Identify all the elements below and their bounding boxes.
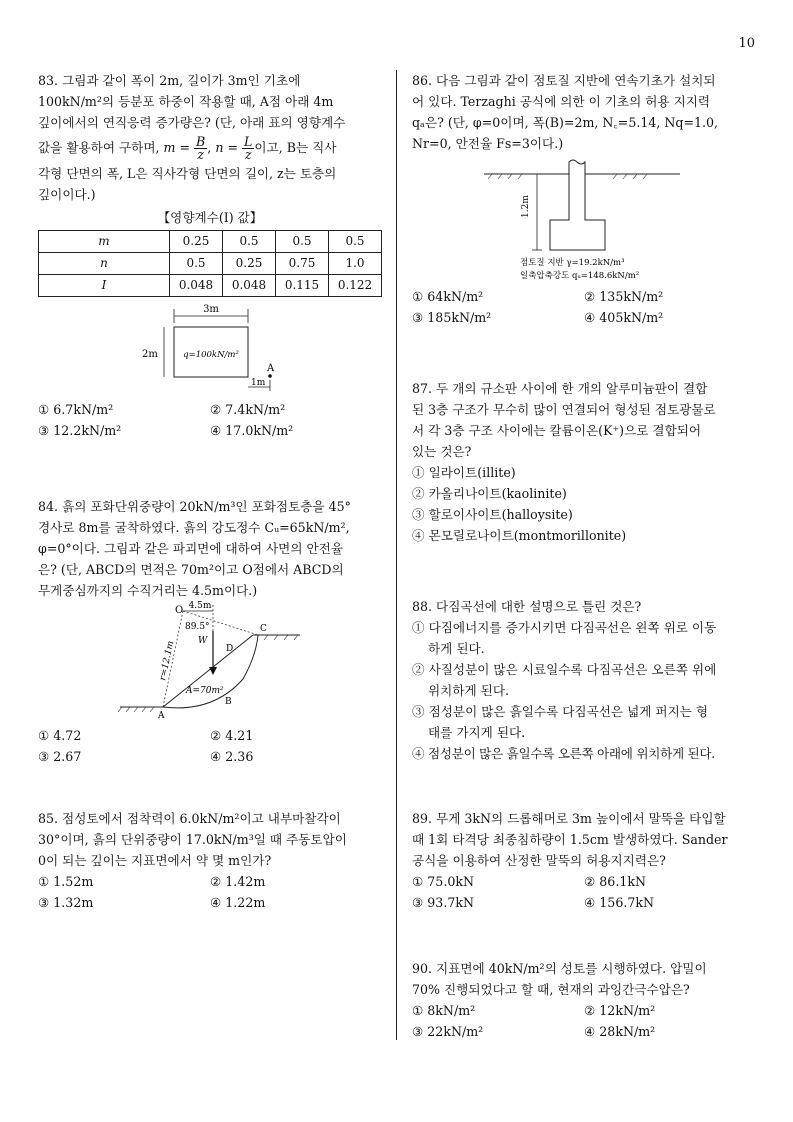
q85-text: 30°이며, 흙의 단위중량이 17.0kN/m³일 때 주동토압이 xyxy=(38,832,347,847)
question-90 xyxy=(412,958,756,1042)
width-label: 3m xyxy=(203,304,219,315)
q86-text: 86. 다음 그림과 같이 점토질 지반에 연속기초가 설치되 xyxy=(412,73,716,88)
table-row: I 0.048 0.048 0.115 0.122 xyxy=(39,275,382,297)
option-4[interactable]: ④ 점성분이 많은 흙일수록 오른쪽 아래에 위치하게 된다. xyxy=(412,746,715,761)
option-1[interactable]: ① 일라이트(illite) xyxy=(412,465,516,480)
option-4[interactable]: ④ 2.36 xyxy=(210,749,254,764)
q83-text: 깊이이다.) xyxy=(38,187,96,202)
q86-text: Nr=0, 안전율 Fs=3이다.) xyxy=(412,136,564,151)
option-3[interactable]: ③ 93.7kN xyxy=(412,895,474,910)
column-divider xyxy=(396,70,397,1040)
option-3[interactable]: ③ 22kN/m² xyxy=(412,1024,484,1039)
option-4[interactable]: ④ 28kN/m² xyxy=(584,1024,656,1039)
option-3[interactable]: ③ 점성분이 많은 흙일수록 다짐곡선은 넓게 퍼지는 형 xyxy=(412,704,709,719)
influence-table xyxy=(38,230,382,297)
q87-options xyxy=(412,462,756,546)
option-2[interactable]: ② 135kN/m² xyxy=(584,289,664,304)
option-3-cont[interactable]: 태를 가지게 된다. xyxy=(428,725,526,740)
question-87 xyxy=(412,378,756,546)
soil-property-2: 일축압축강도 qᵤ=148.6kN/m² xyxy=(520,271,640,281)
option-2[interactable]: ② 1.42m xyxy=(210,874,266,889)
question-83 xyxy=(38,70,382,441)
weight-label: W xyxy=(198,636,208,646)
option-4[interactable]: ④ 몬모릴로나이트(montmorillonite) xyxy=(412,528,627,543)
option-2[interactable]: ② 7.4kN/m² xyxy=(210,402,286,417)
question-86 xyxy=(412,70,756,328)
option-1[interactable]: ① 64kN/m² xyxy=(412,289,484,304)
q84-options xyxy=(38,725,382,767)
q83-text: 각형 단면의 폭, L은 직사각형 단면의 길이, z는 토층의 xyxy=(38,166,337,181)
option-4[interactable]: ④ 405kN/m² xyxy=(584,310,664,325)
q83-text: 깊이에서의 연직응력 증가량은? (단, 아래 표의 영향계수 xyxy=(38,115,346,130)
q84-text: 84. 흙의 포화단위중량이 20kN/m³인 포화점토층을 45° xyxy=(38,499,351,514)
option-3[interactable]: ③ 185kN/m² xyxy=(412,310,492,325)
depth-label: 1.2m xyxy=(521,195,531,218)
option-1[interactable]: ① 4.72 xyxy=(38,728,82,743)
table-row: n 0.5 0.25 0.75 1.0 xyxy=(39,253,382,275)
q83-text: 83. 그림과 같이 폭이 2m, 길이가 3m인 기초에 xyxy=(38,73,301,88)
point-a-label: A xyxy=(158,711,165,719)
option-3[interactable]: ③ 2.67 xyxy=(38,749,82,764)
q84-text: 무게중심까지의 수직거리는 4.5m이다.) xyxy=(38,583,258,598)
option-3[interactable]: ③ 1.32m xyxy=(38,895,94,910)
q89-text: 공식을 이용하여 산정한 말뚝의 허용지지력은? xyxy=(412,853,666,868)
q90-options xyxy=(412,1000,756,1042)
q86-options xyxy=(412,286,756,328)
angle-label: 89.5° xyxy=(185,622,210,632)
q83-text: 100kN/m²의 등분포 하중이 작용할 때, A점 아래 4m xyxy=(38,94,334,109)
question-85 xyxy=(38,808,382,913)
point-c-label: C xyxy=(260,624,267,634)
option-2[interactable]: ② 12kN/m² xyxy=(584,1003,656,1018)
option-2-cont[interactable]: 위치하게 된다. xyxy=(428,683,509,698)
q89-text: 때 1회 타격당 최종침하량이 1.5cm 발생하였다. Sander xyxy=(412,832,728,847)
q86-text: 어 있다. Terzaghi 공식에 의한 이 기초의 허용 지지력 xyxy=(412,94,711,109)
option-4[interactable]: ④ 1.22m xyxy=(210,895,266,910)
option-1[interactable]: ① 1.52m xyxy=(38,874,94,889)
q87-text: 87. 두 개의 규소판 사이에 한 개의 알루미늄판이 결합 xyxy=(412,381,708,396)
q89-text: 89. 무게 3kN의 드롭해머로 3m 높이에서 말뚝을 타입할 xyxy=(412,811,726,826)
strip-footing-figure xyxy=(412,158,756,286)
q87-text: 있는 것은? xyxy=(412,444,472,459)
option-1[interactable]: ① 75.0kN xyxy=(412,874,474,889)
option-4[interactable]: ④ 156.7kN xyxy=(584,895,654,910)
q84-text: 경사로 8m를 굴착하였다. 흙의 강도정수 Cᵤ=65kN/m², xyxy=(38,520,350,535)
q85-text: 0이 되는 깊이는 지표면에서 약 몇 m인가? xyxy=(38,853,272,868)
q87-text: 서 각 3층 구조 사이에는 칼륨이온(K⁺)으로 결합되어 xyxy=(412,423,702,438)
q83-formula-line: 값을 활용하여 구하며, m = $\frac{B}{z}$ , n = $\frac{L}{z}$ 이고, B는 직사 xyxy=(38,134,337,162)
distance-label: 4.5m xyxy=(188,601,212,611)
question-88 xyxy=(412,596,756,764)
q87-text: 된 3층 구조가 무수히 많이 연결되어 형성된 점토광물로 xyxy=(412,402,716,417)
option-3[interactable]: ③ 12.2kN/m² xyxy=(38,423,122,438)
point-o-label: O xyxy=(175,605,184,616)
point-d-label: D xyxy=(226,644,234,654)
option-2[interactable]: ② 4.21 xyxy=(210,728,254,743)
foundation-plan-figure xyxy=(38,301,382,397)
q88-text: 88. 다짐곡선에 대한 설명으로 틀린 것은? xyxy=(412,599,642,614)
option-2[interactable]: ② 사질성분이 많은 시료일수록 다짐곡선은 오른쪽 위에 xyxy=(412,662,717,677)
option-4[interactable]: ④ 17.0kN/m² xyxy=(210,423,294,438)
option-1[interactable]: ① 8kN/m² xyxy=(412,1003,476,1018)
slope-failure-figure xyxy=(38,601,382,719)
point-b-label: B xyxy=(225,697,232,707)
q85-options xyxy=(38,871,382,913)
option-2[interactable]: ② 카올리나이트(kaolinite) xyxy=(412,486,567,501)
q84-text: φ=0°이다. 그림과 같은 파괴면에 대하여 사면의 안전율 xyxy=(38,541,344,556)
load-label: q=100kN/m² xyxy=(183,350,239,360)
question-84 xyxy=(38,496,382,767)
offset-label: 1m xyxy=(251,378,266,388)
height-label: 2m xyxy=(142,349,158,360)
option-1[interactable]: ① 6.7kN/m² xyxy=(38,402,114,417)
option-2[interactable]: ② 86.1kN xyxy=(584,874,646,889)
option-1[interactable]: ① 다짐에너지를 증가시키면 다짐곡선은 왼쪽 위로 이동 xyxy=(412,620,717,635)
point-a-label: A xyxy=(267,363,275,374)
option-1-cont[interactable]: 하게 된다. xyxy=(428,641,485,656)
soil-property-1: 점토질 지반 γ=19.2kN/m³ xyxy=(520,258,625,268)
q83-options xyxy=(38,399,382,441)
page-number: 10 xyxy=(738,36,755,51)
area-label: A=70m² xyxy=(186,686,224,696)
q84-text: 은? (단, ABCD의 면적은 70m²이고 O점에서 ABCD의 xyxy=(38,562,344,577)
influence-table-title: 【영향계수(I) 값】 xyxy=(157,210,263,225)
q85-text: 85. 점성토에서 점착력이 6.0kN/m²이고 내부마찰각이 xyxy=(38,811,341,826)
q89-options xyxy=(412,871,756,913)
question-89 xyxy=(412,808,756,913)
option-3[interactable]: ③ 할로이사이트(halloysite) xyxy=(412,507,573,522)
q86-text: qₐ은? (단, φ=0이며, 폭(B)=2m, N꜀=5.14, Nq=1.0, xyxy=(412,115,719,130)
q90-text: 90. 지표면에 40kN/m²의 성토를 시행하였다. 압밀이 xyxy=(412,961,707,976)
radius-label: r=12.1m xyxy=(158,640,177,682)
q90-text: 70% 진행되었다고 할 때, 현재의 과잉간극수압은? xyxy=(412,982,690,997)
table-row: m 0.25 0.5 0.5 0.5 xyxy=(39,231,382,253)
